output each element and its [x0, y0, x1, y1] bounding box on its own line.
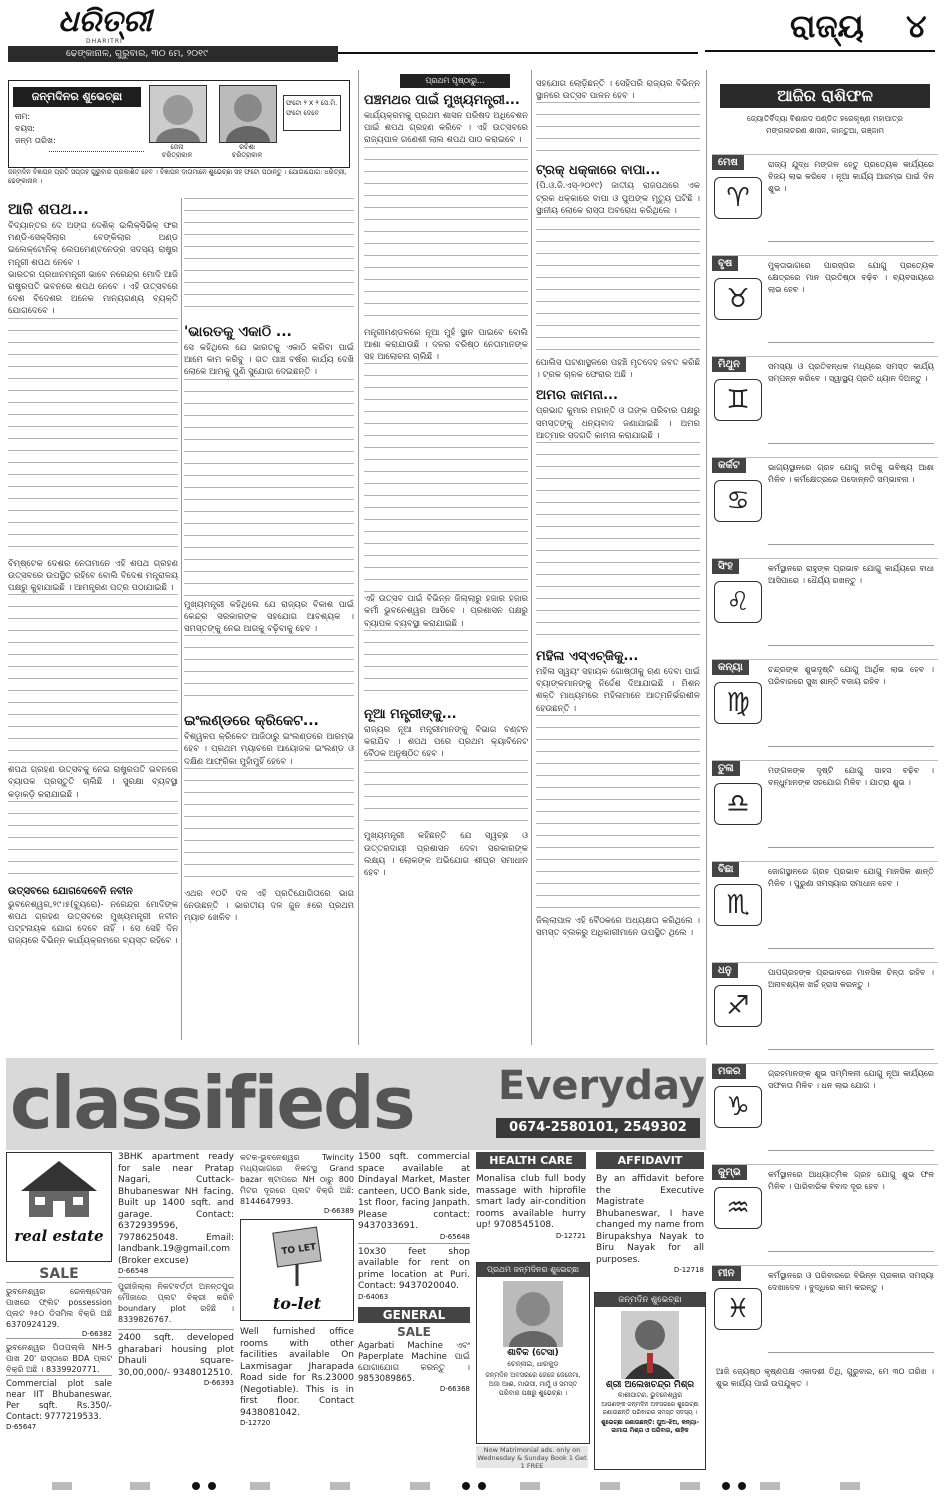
column-divider — [531, 70, 532, 1045]
sign-name: କର୍କଟ — [712, 458, 746, 473]
sign-text: ରାଜ୍ୟ ଯୁଦ୍ଧ ମଙ୍ଗଳ ହେତୁ ପ୍ରତ୍ୟେକ କାର୍ଯ୍ୟରେ ବିଜୟ ଲାଭ କରିବେ । ନୂଆ କାର୍ଯ୍ୟ ଆରମ୍ଭ ପାଇଁ ଦିନ ଶୁଭ । — [768, 160, 934, 193]
man-place: କାଶୀପାଟଣ, ଭୁବନେଶ୍ୱର — [617, 1391, 683, 1399]
sign-text: କର୍ମସ୍ଥାନରେ ଓ ପରିବାରରେ ବିଭିନ୍ନ ପ୍ରକାର ସମସ୍ୟା ଦେଖାଦେବ । ବୁଦ୍ଧିରେ କାମ କରନ୍ତୁ । — [768, 1271, 934, 1292]
capricorn-icon: ♑ — [714, 1086, 762, 1128]
first-birthday-ad — [476, 1262, 590, 1444]
field-dob: ଜନ୍ମ ତାରିଖ: — [15, 136, 56, 145]
man-name: ଶ୍ରୀ ଅଲେଖଚନ୍ଦ୍ର ମିଶ୍ର — [605, 1380, 695, 1390]
ad-code: D-66389 — [323, 1207, 354, 1215]
horoscope-sign-10 — [712, 1063, 938, 1161]
center-body — [364, 363, 528, 593]
baby-photo — [503, 1281, 563, 1347]
column-divider — [181, 198, 182, 1040]
ad-code: D-12718 — [673, 1266, 704, 1274]
sign-separator — [768, 443, 934, 444]
sign-separator — [768, 1049, 934, 1050]
bharat-body — [184, 635, 354, 705]
column-divider — [358, 70, 359, 1045]
real-estate-label: real estate — [14, 1227, 104, 1245]
sign-separator — [768, 241, 934, 242]
ad-code: D-64063 — [358, 1292, 389, 1301]
article-left-lead: ବିଦ୍ୟାନ୍ତର ଦେ ଅଙ୍ଗ ଦେଶିକ୍ ଇଲିକ୍ସିଭିକ୍ ଫର ମଣ୍ଡି-ସେକ୍ସିଲାର ବେଙ୍କିଲାର ଅଣ୍ଡ ଇଲେକ୍ଟୋନିକ୍ ଲେପମେଣ୍ଟନେଡ୍ର ସଦସ୍ୟ ରାଷ୍ଟ୍ର ମନ୍ତ୍ରୀ ଶପଥ ନେବେ । — [8, 221, 178, 268]
sign-name: କୁମ୍ଭ — [712, 1165, 747, 1180]
virgo-icon: ♍ — [714, 682, 762, 724]
horoscope-byline: ଜ୍ୟୋତିର୍ବିଦ୍ୟା ବିଶାରଦ ପଣ୍ଡିତ ହରେକୃଷ୍ଣ ମହାପାତ୍ର — [747, 114, 903, 123]
truck-para: ପୋଲିସ ଘଟଣାସ୍ଥଳରେ ପହଞ୍ଚି ମୃତଦେହ ଜବତ କରିଛି । ଟ୍ରକ ଚାଳକ ଫେରାର ଅଛି । — [536, 358, 700, 381]
truck-body — [536, 217, 700, 357]
sign-name: ବିଛା — [712, 862, 739, 877]
sign-text: କର୍ମସ୍ଥାନରେ ଆଧ୍ୟାତ୍ମିକ ଗ୍ରହ ଯୋଗୁ ଶୁଭ ଫଳ ମିଳିବ । ପାରିବାରିକ ବିବାଦ ଦୂର ହେବ । — [768, 1170, 934, 1191]
shg-heading: ମହିଳା ଏସ୍‌ଏଚ୍‌ଜିକୁ... — [536, 649, 639, 665]
right-body — [536, 102, 700, 158]
center-column — [364, 92, 528, 1042]
to-let-sign-icon — [241, 1220, 353, 1290]
ad-health-care: Monalisa club full body massage with hiprofile smart lady air-condition rooms available hurry up! 9708545108. — [476, 1174, 586, 1230]
ad-code: D-12721 — [555, 1231, 586, 1240]
baby-photo-icon — [503, 1281, 563, 1347]
sign-text: ମୁକ୍ତାଭାଗରେ ପାରସ୍ପର ଯୋଗୁ ପ୍ରତ୍ୟେକ କ୍ଷେତ୍ରରେ ମାନ ପ୍ରତିଷ୍ଠା ବଢ଼ିବ । ବ୍ୟବସାୟରେ ଲାଭ ହେବ । — [768, 261, 934, 294]
baby-message: ଜନ୍ମଦିନ ଅବସରରେ ଜେଜେ ଜେଜେମା, ଅଜା ଆଈ, ମାଉସୀ, ମାମୁଁ ଓ ସମସ୍ତ ପରିବାର ପକ୍ଷରୁ ଶୁଭେଚ୍ଛା । — [485, 1371, 581, 1397]
horoscope-sign-6 — [712, 659, 938, 757]
man-photo — [621, 1311, 679, 1379]
sagittarius-icon: ♐ — [714, 985, 762, 1027]
bharat-para: ମୁଖ୍ୟମନ୍ତ୍ରୀ କହିଥିଲେ ଯେ ରାଜ୍ୟର ବିକାଶ ପାଇଁ କେନ୍ଦ୍ର ସରକାରଙ୍କ ସହଯୋଗ ଆବଶ୍ୟକ । ସମସ୍ତଙ୍କୁ ନେଇ ଆଗକୁ ବଢ଼ିବାକୁ ହେବ । — [184, 599, 354, 635]
man-photo-icon — [621, 1311, 679, 1379]
ad-real-estate-1: ଭୁବନେଶ୍ୱର ରେଳଷ୍ଟେସନ ପାଖରେ ଫ୍ଲିଟ possession ପ୍ଲଟ ୨୫୦ ଡିସମିଲ ବିକ୍ରି ଅଛି 6370924129. — [6, 1282, 112, 1330]
article-left-body — [8, 801, 178, 881]
photo-2-sub: ଚରିତ୍ରାକାଳ — [231, 151, 263, 159]
ad-real-estate-3: Commercial plot sale near IIT Bhubaneswar. Per sqft. Rs.350/- Contact: 9777219533. — [6, 1375, 112, 1423]
libra-icon: ♎ — [714, 783, 762, 825]
matrimony-note: Now Matrimonial ads. only on Wednesday & Sunday Book 1 Get 1 FREE — [477, 1446, 587, 1470]
field-name: ନାମ: — [15, 112, 31, 121]
leo-icon: ♌ — [714, 581, 762, 623]
section-title: ରାଜ୍ୟ — [790, 7, 864, 45]
taurus-icon: ♉ — [714, 278, 762, 320]
photo-note: ଫଟୋ ୨ X ୨ ସେ.ମି. ଫଟୋ ଦେବେ — [283, 95, 341, 131]
ad-twincity-plot: କଟକ-ଭୁବନେଶ୍ୱର Twincity ମଧ୍ୟଭାଗରେ ନିକଟସ୍ଥ Grand bazar ଷ୍ଟାପରେ NH ଠାରୁ 800 ମିଟର ଦୂରରେ ପ୍ଲଟ ବିକ୍ରି ଅଛି: 8144647993. — [240, 1153, 354, 1206]
masthead-rule-right — [705, 50, 935, 52]
truck-heading: ଟ୍ରକ୍ ଧକ୍କାରେ ବାପା... — [536, 163, 661, 179]
sign-separator — [768, 746, 934, 747]
horoscope-sign-11 — [712, 1164, 938, 1262]
general-label: GENERAL — [358, 1307, 470, 1323]
classified-phones: 0674-2580101, 2549302 — [496, 1118, 700, 1138]
center-para: ମନ୍ତ୍ରୀମଣ୍ଡଳରେ ନୂଆ ମୁହଁ ସ୍ଥାନ ପାଇବେ ବୋଲି ଆଶା କରାଯାଉଛି । ଦଳର ବରିଷ୍ଠ ନେତାମାନଙ୍କ ସହ ଆଲୋଚନା ଚାଲିଛି । — [364, 327, 528, 363]
sign-name: ମେଷ — [712, 155, 744, 170]
photo-1 — [149, 85, 207, 143]
center-para: ରାଜ୍ୟର ନୂଆ ମନ୍ତ୍ରୀମାନଙ୍କୁ ବିଭାଗ ବଣ୍ଟନ କରାଯିବ । ଶପଥ ପରେ ପ୍ରଥମ କ୍ୟାବିନେଟ ବୈଠକ ଅନୁଷ୍ଠିତ ହେବ । — [364, 724, 528, 760]
sign-text: ଜୋଗସ୍ଥାନରେ ଗ୍ରହ ପ୍ରଭାବ ଯୋଗୁ ମାନସିକ ଶାନ୍ତି ମିଳିବ । ପୁରୁଣା ସମସ୍ୟାର ସମାଧାନ ହେବ । — [768, 867, 934, 888]
baby-name: ଶାବିକ (ଟେସା) — [507, 1348, 559, 1358]
house-icon — [7, 1153, 111, 1223]
birthday-wish-ad — [594, 1292, 706, 1470]
photo-1-name: ଜେନା — [170, 143, 184, 151]
birthday-footnote: ଜନ୍ମଦିନ ବିଜ୍ଞାପନ ପ୍ରତି ସପ୍ତାହ ଗୁରୁବାର ପ୍ରକାଶିତ ହେବ । ବିଜ୍ଞାପନ ଦାତାମାନେ ଶୁଭେଚ୍ଛା ସହ ଫଟୋ ପଠାନ୍ତୁ । ଯୋଗାଯୋଗ: ଧରିତ୍ରୀ, ଢେଙ୍କାନାଳ । — [8, 168, 347, 185]
sign-name: ସିଂହ — [712, 559, 739, 574]
horoscope-byline-2: ମଙ୍ଗଳାଚରଣ ଶାସନ, କାନ୍ତୁଆ, ଗଞ୍ଜାମ — [766, 126, 884, 135]
health-care-ad — [476, 1174, 586, 1240]
shg-para: ଜିଲ୍ଲାପାଳ ଏହି ବୈଠକରେ ଅଧ୍ୟକ୍ଷତା କରିଥିଲେ । ସମସ୍ତ ବ୍ଲକରୁ ଅଧିକାରୀମାନେ ଉପସ୍ଥିତ ଥିଲେ । — [536, 915, 700, 939]
center-heading-1: ପଞ୍ଚମଥର ପାଇଁ ମୁଖ୍ୟମନ୍ତ୍ରୀ... — [364, 93, 520, 108]
sign-separator — [768, 544, 934, 545]
horoscope-sign-1 — [712, 154, 938, 252]
horoscope-footer: ଆଜି ଜ୍ୟେଷ୍ଠ କୃଷ୍ଣପକ୍ଷ ଏକାଦଶୀ ତିଥି, ଗୁରୁବାର, ମେ ୩୦ ତାରିଖ । ଶୁଭ କାର୍ଯ୍ୟ ପାଇଁ ଉପଯୁକ୍ତ । — [716, 1367, 934, 1388]
photo-2-name: ରଚିଶା — [239, 143, 255, 151]
shg-body — [536, 715, 700, 915]
birthday-title: ଜନ୍ମଦିନର ଶୁଭେଚ୍ଛା — [13, 87, 141, 107]
ad-real-estate-2: ଭୁବନେଶ୍ୱର ପିତାପଲ୍ଲି NH-5 ପାଖ 20' ରାସ୍ତାରେ BDA ପ୍ଲଟ ବିକ୍ରି ଅଛି । 8339920771. — [6, 1338, 112, 1375]
classifieds-banner — [6, 1058, 706, 1150]
article-left-subheading: ଉତ୍ସବରେ ଯୋଗଦେବେନି ନବୀନ — [8, 885, 133, 897]
sign-name: ବୃଷ — [712, 256, 738, 271]
cancer-icon: ♋ — [714, 480, 762, 522]
ad-3bhk-apartment: 3BHK apartment ready for sale near Pratap Nagari, Cuttack-Bhubaneswar NH facing. Built up 1400 sqft. and garage. Contact: 6372939596, 7978625048. Email: landbank.19@gmail.com (Broker excuse) — [118, 1152, 234, 1266]
ad-code: D-65647 — [6, 1423, 37, 1431]
registration-strip — [0, 1478, 945, 1492]
cricket-body — [184, 768, 354, 888]
ad-code: D-66548 — [118, 1267, 149, 1275]
classified-column-c — [240, 1152, 354, 1457]
registration-marks — [0, 1479, 945, 1493]
horoscope-panel — [712, 70, 938, 1490]
right-intro: ସହଯୋଗ ଲୋଡ଼ିଛନ୍ତି । ସେହିପରି ରାଜ୍ୟର ବିଭିନ୍ନ ସ୍ଥାନରେ ଉତ୍ସବ ପାଳନ ହେବ । — [536, 79, 700, 102]
center-body — [364, 760, 528, 830]
article-left-body — [8, 594, 178, 764]
scorpio-icon: ♏ — [714, 884, 762, 926]
article-left-para: ଶପଥ ଗ୍ରହଣ ଉତ୍ସବକୁ ନେଇ ରାଷ୍ଟ୍ରପତି ଭବନରେ ବ୍ୟାପକ ପ୍ରସ୍ତୁତି ଚାଲିଛି । ସୁରକ୍ଷା ବ୍ୟବସ୍ଥା କଡ଼ାକଡ଼ି କରାଯାଇଛି । — [8, 765, 178, 800]
ad-code: D-66368 — [439, 1384, 470, 1393]
sign-name: କନ୍ୟା — [712, 660, 749, 675]
sign-separator — [768, 645, 934, 646]
sign-text: କର୍ମସ୍ଥାନରେ ରାହୁଙ୍କ ପ୍ରଭାବ ଯୋଗୁ କାର୍ଯ୍ୟରେ ବାଧା ଆସିପାରେ । ଧୈର୍ଯ୍ୟ ରଖନ୍ତୁ । — [768, 564, 934, 585]
classifieds-wordmark: classifieds — [10, 1061, 414, 1145]
article-left — [8, 198, 178, 1040]
sign-separator — [768, 847, 934, 848]
cricket-heading: ଇଂଲଣ୍ଡରେ କ୍ରିକେଟ... — [184, 713, 319, 730]
ad-puri-plot: ପୁରୀଜିଲ୍ଲା ନିକଟବର୍ତ୍ତୀ ଅନନ୍ତପୁର ମୌଜାରେ ପ୍ଲଟ ବିକ୍ରୀ କରିବି boundary plot ରହିଛି । 8339826767. — [118, 1277, 234, 1325]
masthead-rule — [338, 52, 698, 54]
ad-dhauli-plot: 2400 sqft. developed gharabari housing plot Dhauli square-30,00,000/- 9348012510. — [118, 1329, 234, 1379]
man-wishers: ଶୁଭେଚ୍ଛା ଜଣାଉଛନ୍ତି: ପୁଅ-ଝିଅ, କନ୍ୟା-ଜାମାତା ମିଶ୍ର ଓ ପରିବାର, ଶାହିକ — [601, 1419, 699, 1434]
horoscope-sign-12 — [712, 1265, 938, 1363]
article-left-continued — [184, 198, 354, 314]
real-estate-column — [6, 1152, 112, 1457]
ad-code: D-66393 — [203, 1379, 234, 1387]
everyday-label: Everyday — [498, 1063, 705, 1109]
horoscope-title: ଆଜିର ରାଶିଫଳ — [720, 84, 930, 108]
to-let-sign-text: TO LET — [280, 1242, 317, 1258]
birthday-wish-title: ଜନ୍ମଦିନ ଶୁଭେଚ୍ଛା — [595, 1293, 705, 1307]
first-birthday-title: ପ୍ରଥମ ଜନ୍ମଦିନର ଶୁଭେଚ୍ଛା — [477, 1263, 589, 1277]
sign-separator — [768, 948, 934, 949]
ad-code: D-66382 — [81, 1330, 112, 1338]
center-body — [364, 630, 528, 700]
classified-column-d — [358, 1152, 470, 1457]
amar-body — [536, 442, 700, 642]
sign-text: ଭାଗ୍ୟସ୍ଥାନରେ ଗ୍ରହ ଯୋଗୁ ହାତିକୁ ଭବିଷ୍ୟ ଆଶା ମିଳିବ । କର୍ମକ୍ଷେତ୍ରରେ ପଦୋନ୍ନତି ସମ୍ଭାବନା । — [768, 463, 934, 484]
ad-office-rooms: Well furnished office rooms with other facilities available On Laxmisagar Jharapada Road side for Rs.23000 (Negotiable). This is in first floor. Contact 9438081042. — [240, 1327, 354, 1418]
ad-shop-puri: 10x30 feet shop available for rent on prime location at Puri. Contact: 9437020040. — [358, 1243, 470, 1293]
center-para: ମୁଖ୍ୟମନ୍ତ୍ରୀ କହିଛନ୍ତି ଯେ ସ୍ୱଚ୍ଛ ଓ ଉତ୍ତରଦାୟୀ ପ୍ରଶାସନ ଦେବା ସରକାରଙ୍କ ଲକ୍ଷ୍ୟ । ଲୋକଙ୍କ ଅଭିଯୋଗ ଶୀଘ୍ର ସମାଧାନ ହେବ । — [364, 831, 528, 879]
dotted-lines — [49, 121, 144, 152]
sign-name: ମୀନ — [712, 1266, 741, 1281]
child-photo-icon — [150, 86, 206, 142]
center-heading-2: ନୂଆ ମନ୍ତ୍ରୀଙ୍କୁ... — [364, 706, 457, 722]
horoscope-sign-8 — [712, 861, 938, 959]
amar-heading: ଅମର କାମନା... — [536, 388, 618, 404]
page-number: ୪ — [906, 7, 927, 45]
cricket-para: ଏଥର ୧୦ଟି ଦଳ ଏହି ପ୍ରତିଯୋଗିତାରେ ଭାଗ ନେଉଛନ୍ତି । ଭାରତୀୟ ଦଳ ଜୁନ ୫ରେ ପ୍ରଥମ ମ୍ୟାଚ ଖେଳିବ । — [184, 888, 354, 924]
amar-para: ପ୍ରଭାତ କୁମାର ମହାନ୍ତି ଓ ତାଙ୍କ ପରିବାର ପକ୍ଷରୁ ସମସ୍ତଙ୍କୁ ଧନ୍ୟବାଦ ଜଣାଯାଇଛି । ଅମର ଆତ୍ମାର ସଦଗତି କାମନା କରାଯାଇଛି । — [536, 406, 700, 441]
photo-1-sub: ଚରିତ୍ରାକାଳ — [161, 151, 193, 159]
health-care-label: HEALTH CARE — [476, 1152, 586, 1169]
sign-separator — [768, 1251, 934, 1252]
ad-commercial-space: 1500 sqft. commercial space available at Dindayal Market, Master canteen, UCO Bank side, 1st floor, facing Janpath. Please contact: 9437033691. — [358, 1152, 470, 1231]
front-page-kicker: ପ୍ରଥମ ପୃଷ୍ଠାରୁ... — [400, 74, 510, 88]
sign-text: ସମସ୍ୟା ଓ ପ୍ରତିବନ୍ଧକ ମଧ୍ୟରେ ସମସ୍ତ କାର୍ଯ୍ୟ ସମ୍ପନ୍ନ କରିବେ । ସ୍ୱାସ୍ଥ୍ୟ ପ୍ରତି ଧ୍ୟାନ ଦିଅନ୍ତୁ । — [768, 362, 934, 383]
man-message: ଆପଣଙ୍କ ଜନ୍ମଦିନ ଅବସରରେ ଶୁଭେଚ୍ଛା ଜଣାଉଛନ୍ତି ପରିବାରର ସମସ୍ତ ସଦସ୍ୟ । — [601, 1401, 699, 1416]
field-age: ବୟସ: — [15, 124, 35, 133]
bharat-para: ସେ କହିଥିଲେ ଯେ ଭାରତକୁ ଏକାଠି କରିବା ପାଇଁ ଆମେ କାମ କରିବୁ । ଗତ ପାଞ୍ଚ ବର୍ଷର କାର୍ଯ୍ୟ ଦେଖି ଲୋକେ ଆମକୁ ପୁଣି ସୁଯୋଗ ଦେଇଛନ୍ତି । — [184, 343, 354, 378]
ad-agarbati-machine: Agarbati Machine ଏବଂ Paperplate Machine ପାଇଁ ଯୋଗାଯୋଗ କରନ୍ତୁ । 9853089865. — [358, 1340, 470, 1384]
horoscope-sign-4 — [712, 457, 938, 555]
cricket-para: ବିଶ୍ୱକପ କ୍ରିକେଟ ଆଜିଠାରୁ ଇଂଲଣ୍ଡରେ ଆରମ୍ଭ ହେବ । ପ୍ରଥମ ମ୍ୟାଚରେ ଆୟୋଜକ ଇଂଲଣ୍ଡ ଓ ଦକ୍ଷିଣ ଆଫ୍ରିକା ମୁହାଁମୁହିଁ ହେବେ । — [184, 732, 354, 767]
bharat-heading: 'ଭାରତକୁ ଏକାଠି ... — [184, 324, 292, 340]
aries-icon: ♈ — [714, 177, 762, 219]
gemini-icon: ♊ — [714, 379, 762, 421]
article-left-para: ବିମ୍ଷ୍ଟେକ ଦେଶର ନେତାମାନେ ଏହି ଶପଥ ଗ୍ରହଣ ଉତ୍ସବରେ ଉପସ୍ଥିତ ରହିବେ ବୋଲି ବିଦେଶ ମନ୍ତ୍ରାଳୟ ପକ୍ଷରୁ କୁହାଯାଇଛି । ଆମନ୍ତ୍ରଣ ପତ୍ର ପଠାଯାଇଛି । — [8, 558, 178, 594]
sign-text: ପାପଗ୍ରହଙ୍କ ପ୍ରଭାବରେ ମାନସିକ ଚିନ୍ତା ରହିବ । ଅନାବଶ୍ୟକ ଖର୍ଚ୍ଚ ହ୍ରାସ କରନ୍ତୁ । — [768, 968, 934, 989]
sign-name: ତୁଳା — [712, 761, 740, 776]
to-let-box — [240, 1219, 354, 1321]
sign-text: ମଙ୍ଗଳଙ୍କ ଦୃଷ୍ଟି ଯୋଗୁ ସାହସ ବଢ଼ିବ । ବନ୍ଧୁମାନଙ୍କ ସହଯୋଗ ମିଳିବ । ଯାତ୍ରା ଶୁଭ । — [768, 766, 934, 787]
sign-separator — [768, 1352, 934, 1353]
brand-logo: ଧରିତ୍ରୀ DHARITRI — [58, 4, 152, 45]
sign-name: ମକର — [712, 1064, 746, 1079]
classified-column-b — [118, 1152, 234, 1457]
real-estate-box — [6, 1152, 112, 1262]
right-articles — [536, 78, 700, 1042]
aquarius-icon: ♒ — [714, 1187, 762, 1229]
article-left-para: ଭାରତର ପ୍ରଧାନମନ୍ତ୍ରୀ ଭାବେ ନରେନ୍ଦ୍ର ମୋଦି ଆଜି ରାଷ୍ଟ୍ରପତି ଭବନରେ ଶପଥ ନେବେ । ଏହି ଉତ୍ସବରେ ଦେଶ ବିଦେଶର ଅନେକ ମାନ୍ୟଗଣ୍ୟ ବ୍ୟକ୍ତି ଯୋଗଦେବେ । — [8, 269, 178, 317]
article-left-body — [8, 318, 178, 558]
ad-code: D-65648 — [439, 1232, 470, 1241]
center-para: କାର୍ଯ୍ୟକ୍ରମକୁ ପ୍ରଥମ ଶାସନ ପରିଷଦ ଅଧିବେଶନ ପାଇଁ ଶପଥ ଗ୍ରହଣ କରିବେ । ଏହି ଉତ୍ସବରେ ରାଜ୍ୟପାଳ ଗଣେଶୀ ଲାଲ ଶପଥ ପାଠ କରାଇବେ । — [364, 111, 528, 146]
truck-para: (ପି.ଓ.ଜି.ଏସ୍-୨୦୧୯) ଜାତୀୟ ରାଜପଥରେ ଏକ ଟ୍ରକ ଧକ୍କାରେ ବାପା ଓ ପୁଅଙ୍କ ମୃତ୍ୟୁ ଘଟିଛି । ସ୍ଥାନୀୟ ଲୋକେ ରାସ୍ତା ଅବରୋଧ କରିଥିଲେ । — [536, 181, 700, 216]
center-para: ଏହି ଉତ୍ସବ ପାଇଁ ବିଭିନ୍ନ ଜିଲ୍ଲାରୁ ହଜାର ହଜାର କର୍ମୀ ଭୁବନେଶ୍ୱର ଆସିବେ । ପ୍ରଶାସନ ପକ୍ଷରୁ ବ୍ୟାପକ ବ୍ୟବସ୍ଥା କରାଯାଇଛି । — [364, 594, 528, 629]
sign-separator — [768, 1150, 934, 1151]
dateline: ଢେଙ୍କାନାଳ, ଗୁରୁବାର, ୩୦ ମେ, ୨୦୧୯ — [8, 46, 338, 62]
horoscope-sign-7 — [712, 760, 938, 858]
affidavit-ad — [596, 1174, 704, 1274]
girl-photo-icon — [220, 86, 276, 142]
bharat-body — [184, 379, 354, 599]
ad-code: D-12720 — [240, 1419, 271, 1427]
shg-para: ମହିଳା ସ୍ୱୟଂ ସହାୟକ ଗୋଷ୍ଠୀକୁ ଋଣ ଦେବା ପାଇଁ ବ୍ୟାଙ୍କମାନଙ୍କୁ ନିର୍ଦ୍ଦେଶ ଦିଆଯାଇଛି । ମିଶନ ଶକ୍ତି ମାଧ୍ୟମରେ ମହିଳାମାନେ ଆତ୍ମନିର୍ଭରଶୀଳ ହେଉଛନ୍ତି । — [536, 667, 700, 714]
to-let-label: to-let — [272, 1294, 322, 1313]
horoscope-sign-5 — [712, 558, 938, 656]
pisces-icon: ♓ — [714, 1288, 762, 1330]
article-left-heading: ଆଜି ଶପଥ... — [8, 200, 89, 218]
ad-affidavit: By an affidavit before the Executive Magistrate Bhubaneswar, I have changed my name from Birupakshya Nayak to Biru Nayak for all purposes. — [596, 1174, 704, 1265]
sign-text: ଚନ୍ଦ୍ରଙ୍କ ଶୁଭଦୃଷ୍ଟି ଯୋଗୁ ଆର୍ଥିକ ଲାଭ ହେବ । ପରିବାରରେ ସୁଖ ଶାନ୍ତି ବଜାୟ ରହିବ । — [768, 665, 934, 686]
sign-name: ମିଥୁନ — [712, 357, 746, 372]
horoscope-sign-2 — [712, 255, 938, 353]
article-left-sub-para: ଭୁବନେଶ୍ୱର,୨୯।୫(ବ୍ୟୁରୋ)- ନରେନ୍ଦ୍ର ମୋଦିଙ୍କ ଶପଥ ଗ୍ରହଣ ଉତ୍ସବରେ ମୁଖ୍ୟମନ୍ତ୍ରୀ ନବୀନ ପଟ୍ଟନାୟକ ଯୋଗ ଦେବେ ନାହିଁ । ସେ ସେହି ଦିନ ରାଜ୍ୟରେ ବିଭିନ୍ନ କାର୍ଯ୍ୟକ୍ରମରେ ବ୍ୟସ୍ତ ରହିବେ । — [8, 899, 178, 947]
general-sale-label: SALE — [397, 1324, 431, 1339]
sign-name: ଧନୁ — [712, 963, 738, 978]
affidavit-label: AFFIDAVIT — [596, 1152, 704, 1169]
sign-separator — [768, 342, 934, 343]
photo-2 — [219, 85, 277, 143]
sale-label: SALE — [39, 1266, 79, 1282]
sign-text: ଗ୍ରହମାନଙ୍କ ଶୁଭ ସମ୍ମିଳନୀ ଯୋଗୁ ନୂଆ କାର୍ଯ୍ୟରେ ସଫଳତା ମିଳିବ । ଧନ ଲାଭ ଯୋଗ । — [768, 1069, 934, 1090]
horoscope-sign-3 — [712, 356, 938, 454]
horoscope-sign-9 — [712, 962, 938, 1060]
column-divider — [706, 70, 707, 1045]
birthday-box — [8, 80, 350, 168]
center-body — [364, 147, 528, 327]
baby-place: ଚେନ୍ନାଇ, ଧାରକୁଡ଼ — [507, 1360, 559, 1368]
article-left-col2 — [184, 198, 354, 1040]
